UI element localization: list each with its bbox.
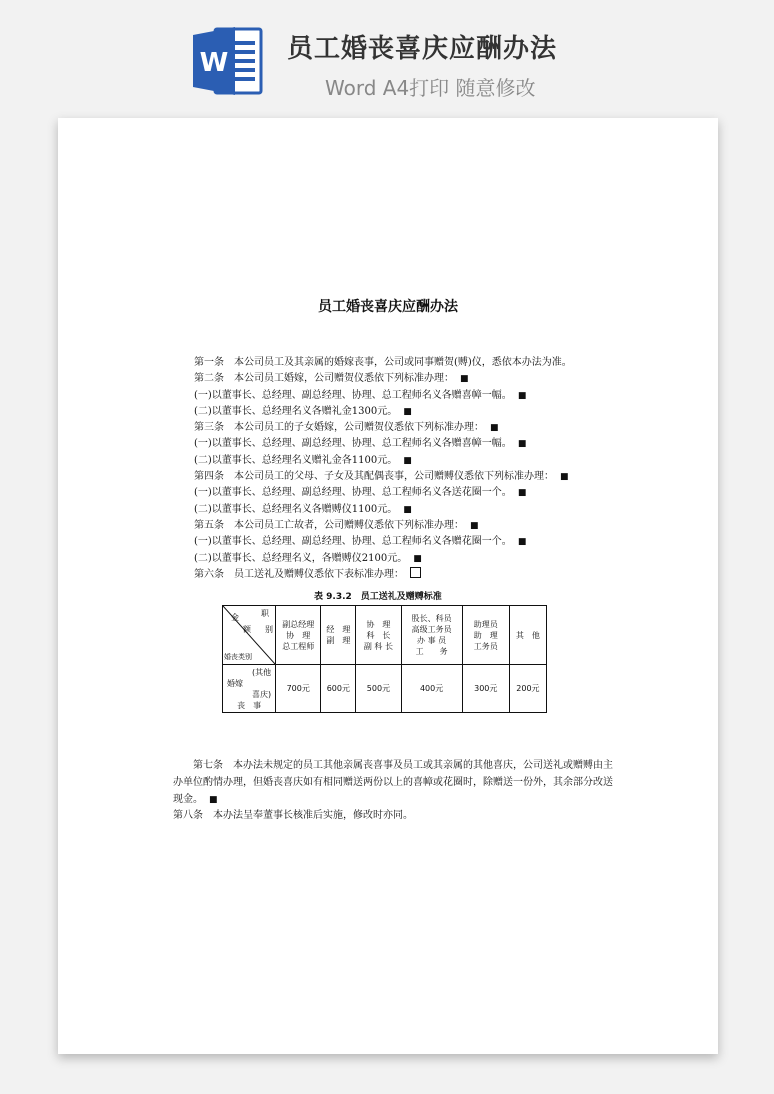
table-value-cell: 400元 bbox=[401, 665, 462, 713]
article-line: 第七条 本办法未规定的员工其他亲属丧喜事及员工或其亲属的其他喜庆，公司送礼或赠赙由主办单位酌情办理，但婚丧喜庆如有相同赠送两份以上的喜幛或花圈时，除赠送一份外，其余部分改送现金。 ■ bbox=[173, 760, 613, 805]
word-icon bbox=[193, 25, 265, 97]
article-line: (二)以董事长、总经理名义各赠赙仪1100元。 ■ bbox=[194, 503, 412, 515]
gift-standard-table bbox=[222, 605, 547, 713]
table-value-cell: 200元 bbox=[509, 665, 546, 713]
table-corner-cell: 职 别 额 金 婚丧类别 bbox=[223, 606, 276, 665]
article-line: 第三条 本公司员工的子女婚嫁，公司赠贺仪悉依下列标准办理： ■ bbox=[194, 422, 499, 434]
article-line: (一)以董事长、总经理、副总经理、协理、总工程师名义各赠花圈一个。 ■ bbox=[194, 536, 527, 548]
article-line: (一)以董事长、总经理、副总经理、协理、总工程师名义各送花圈一个。 ■ bbox=[194, 487, 527, 499]
table-header-cell: 股长、科员 高级工务员 办 事 员 工 务 bbox=[401, 606, 462, 665]
table-caption: 表 9.3.2 员工送礼及赠赙标准 bbox=[314, 592, 442, 602]
article-line: 第四条 本公司员工的父母、子女及其配偶丧事，公司赠赙仪悉依下列标准办理： ■ bbox=[194, 471, 569, 483]
article-line: (一)以董事长、总经理、副总经理、协理、总工程师名义各赠喜幛一幅。 ■ bbox=[194, 389, 527, 401]
checkbox-icon bbox=[410, 567, 421, 578]
table-value-cell: 700元 bbox=[276, 665, 321, 713]
article-line: (二)以董事长、总经理名义各赠礼金1300元。 ■ bbox=[194, 405, 412, 417]
article-line: 第二条 本公司员工婚嫁，公司赠贺仪悉依下列标准办理： ■ bbox=[194, 373, 469, 385]
table-row-label: (其他 婚嫁 喜庆) 丧 事 bbox=[223, 665, 276, 713]
article-line: (一)以董事长、总经理、副总经理、协理、总工程师名义各赠喜幛一幅。 ■ bbox=[194, 438, 527, 450]
page-subtitle: Word A4打印 随意修改 bbox=[325, 76, 536, 100]
table-header-cell: 其 他 bbox=[509, 606, 546, 665]
svg-text:W: W bbox=[199, 48, 229, 78]
article-line: 第一条 本公司员工及其亲属的婚嫁丧事，公司或同事赠贺(赙)仪，悉依本办法为准。 bbox=[194, 357, 572, 368]
table-value-cell: 300元 bbox=[462, 665, 509, 713]
article-line: 第六条 员工送礼及赠赙仪悉依下表标准办理： bbox=[194, 567, 634, 583]
page-title: 员工婚丧喜庆应酬办法 bbox=[287, 34, 558, 64]
document-page bbox=[58, 118, 718, 1054]
document-title: 员工婚丧喜庆应酬办法 bbox=[318, 299, 458, 315]
document-closing bbox=[173, 758, 613, 825]
article-line: (二)以董事长、总经理名义，各赠赙仪2100元。 ■ bbox=[194, 552, 422, 564]
table-header-cell: 助理员 助 理 工务员 bbox=[462, 606, 509, 665]
table-header-cell: 经 理 副 理 bbox=[321, 606, 356, 665]
article-line: 第五条 本公司员工亡故者，公司赠赙仪悉依下列标准办理： ■ bbox=[194, 519, 479, 531]
table-header-cell: 协 理 科 长 副 科 长 bbox=[356, 606, 401, 665]
table-value-cell: 600元 bbox=[321, 665, 356, 713]
header bbox=[0, 0, 774, 110]
article-line: 第八条 本办法呈奉董事长核准后实施，修改时亦同。 bbox=[173, 810, 413, 822]
table-header-cell: 副总经理 协 理 总工程师 bbox=[276, 606, 321, 665]
document-body bbox=[194, 355, 634, 583]
article-line: (二)以董事长、总经理名义赠礼金各1100元。 ■ bbox=[194, 454, 412, 466]
table-value-cell: 500元 bbox=[356, 665, 401, 713]
